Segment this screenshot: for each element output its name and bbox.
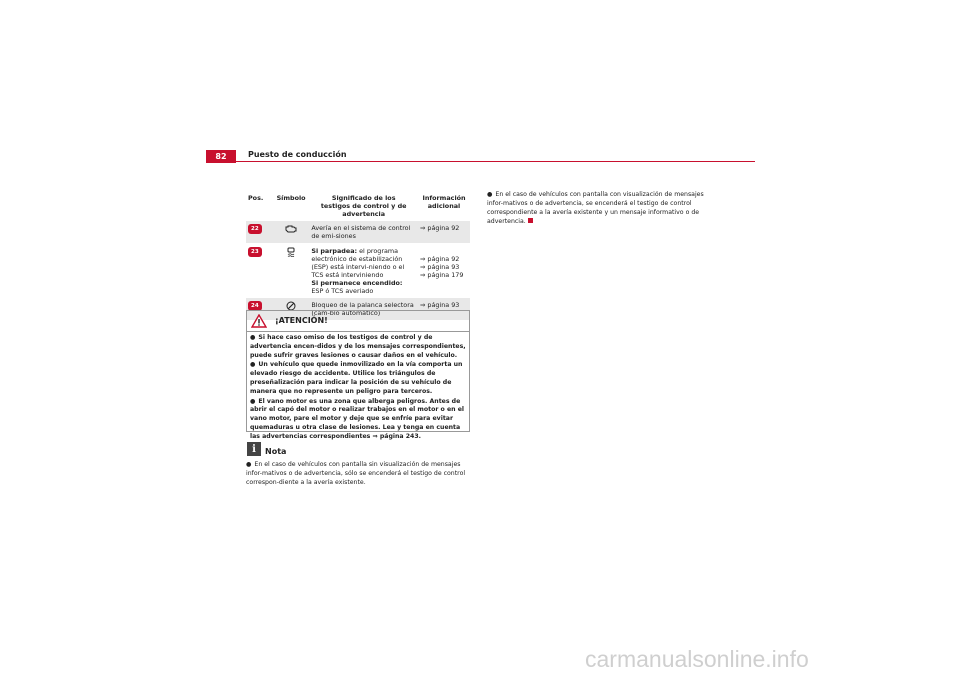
warning-body <box>247 332 469 445</box>
col-header-symbol: Símbolo <box>276 194 306 202</box>
right-column-paragraph <box>487 190 719 226</box>
info-line: ⇒ página 179 <box>420 271 464 279</box>
meaning-cell: Bloqueo de la palanca selectora (cam-bio automático) <box>309 298 418 320</box>
note-title: Nota <box>265 446 287 456</box>
meaning-cell: Avería en el sistema de control de emi-siones <box>309 221 418 244</box>
note-header <box>247 442 286 456</box>
page-title: Puesto de conducción <box>248 150 347 159</box>
info-line: ⇒ página 92 <box>420 255 460 263</box>
warning-item-text: Si hace caso omiso de los testigos de control y de advertencia encen-didos y de los mensajes correspondientes, puede sufrir graves lesiones o causar daños en el vehículo. <box>250 334 466 359</box>
meaning-text-blinking: el programa electrónico de estabilización (ESP) está intervi-niendo o el TCS está interviniendo <box>311 247 405 279</box>
header-rule <box>206 161 755 162</box>
info-cell <box>418 244 470 299</box>
info-line: ⇒ página 93 <box>420 263 460 271</box>
info-icon: i <box>247 442 261 456</box>
warning-item-text: Un vehículo que quede inmovilizado en la vía comporta un elevado riesgo de accidente. Utilice los triángulos de preseñalización para indicar la posición de su vehículo de manera que no represente un peligro para terceros. <box>250 361 463 395</box>
col-header-pos: Pos. <box>248 194 264 202</box>
note-text <box>246 460 472 487</box>
info-cell: ⇒ página 92 <box>418 221 470 244</box>
meaning-label-steady: Si permanece encendido: <box>311 279 403 287</box>
esp-car-skid-icon <box>284 247 298 257</box>
warning-title: ¡ATENCIÓN! <box>275 315 328 325</box>
table-row <box>246 244 470 299</box>
bullet-icon: ● <box>250 334 256 341</box>
bullet-icon: ● <box>246 461 252 468</box>
end-of-section-icon <box>528 218 533 223</box>
warning-lights-table <box>246 192 470 320</box>
bullet-icon: ● <box>487 191 493 198</box>
col-header-meaning: Significado de los testigos de control y de advertencia <box>320 194 407 218</box>
col-header-info: Información adicional <box>422 194 466 210</box>
warning-item <box>250 334 466 360</box>
meaning-label-blinking: Si parpadea: <box>311 247 358 255</box>
table-row <box>246 221 470 244</box>
note-text-content: En el caso de vehículos con pantalla sin visualización de mensajes infor-mativos o de advertencia, sólo se encenderá el testigo de control correspon-diente a la avería existente. <box>246 461 466 486</box>
position-badge: 23 <box>248 247 262 257</box>
bullet-icon: ● <box>250 397 256 405</box>
position-badge: 22 <box>248 224 262 234</box>
position-badge: 24 <box>248 301 262 311</box>
warning-item-text: El vano motor es una zona que alberga peligros. Antes de abrir el capó del motor o realizar trabajos en el motor o en el vano motor, pare el motor y deje que se enfríe para evitar quemaduras u otra clase de lesiones. Lea y tenga en cuenta las advertencias correspondientes ⇒ página 243. <box>250 397 465 440</box>
bullet-icon: ● <box>250 361 256 369</box>
warning-header <box>247 311 469 332</box>
table-header-row <box>246 192 470 221</box>
engine-icon <box>284 224 298 234</box>
page-number: 82 <box>206 150 236 163</box>
right-column-text: En el caso de vehículos con pantalla con visualización de mensajes infor-mativos o de advertencia, se encenderá el testigo de control correspondiente a la avería existente y un mensaje informativo o de advertencia. <box>487 191 704 225</box>
warning-item <box>250 398 466 442</box>
warning-item <box>250 361 466 396</box>
warning-box <box>246 310 470 440</box>
warning-triangle-icon <box>251 314 267 328</box>
watermark: carmanualsonline.info <box>585 646 809 672</box>
meaning-text-steady: ESP ó TCS averiado <box>311 287 374 295</box>
meaning-cell <box>309 244 418 299</box>
info-cell: ⇒ página 93 <box>418 298 470 320</box>
